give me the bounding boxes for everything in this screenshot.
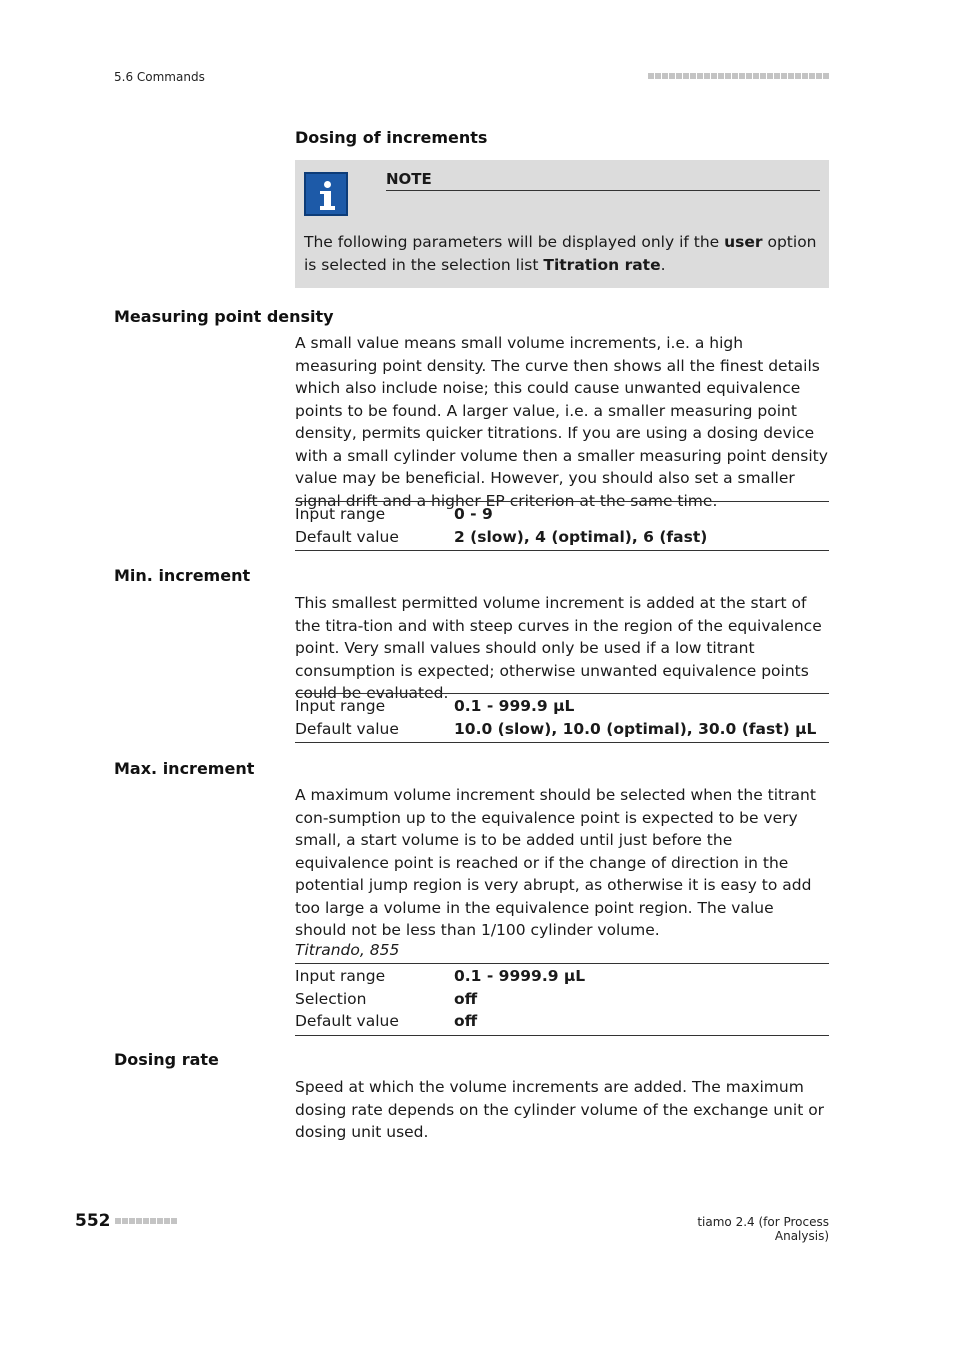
- heading-measuring-point-density: Measuring point density: [114, 307, 334, 326]
- param-table-max-increment: [295, 963, 829, 1036]
- page-title: Dosing of increments: [295, 128, 488, 147]
- paragraph-measuring-point-density: A small value means small volume increments, i.e. a high measuring point density. The curve then shows all the finest details which also include noise; this could cause unwanted equivalence points to be found. A larger value, i.e. a smaller measuring point density, permits quicker titrations. If you are using a dosing device with a small cylinder volume then a smaller measuring point density value may be beneficial. However, you should also set a smaller signal drift and a higher EP criterion at the same time.: [295, 334, 828, 510]
- paragraph-min-increment: This smallest permitted volume increment is added at the start of the titra-tion and with steep curves in the region of the equivalence point. Very small values should only be used if a low titrant consumption is expected; otherwise unwanted equivalence points could be evaluated.: [295, 594, 822, 702]
- device-label: Titrando, 855: [295, 941, 400, 959]
- param-value: 10.0 (slow), 10.0 (optimal), 30.0 (fast) µL: [454, 719, 817, 738]
- heading-min-increment: Min. increment: [114, 566, 251, 585]
- param-label: Input range: [295, 967, 386, 985]
- note-box: [295, 160, 829, 288]
- param-value: off: [454, 1012, 478, 1030]
- param-row: [295, 965, 829, 988]
- param-value: 0 - 9: [454, 505, 493, 523]
- note-heading: NOTE: [386, 170, 820, 191]
- param-label: Input range: [295, 505, 386, 523]
- param-value: 0.1 - 999.9 µL: [454, 697, 575, 715]
- footer-product: tiamo 2.4 (for Process Analysis): [697, 1215, 829, 1243]
- param-row: [295, 988, 829, 1011]
- heading-dosing-rate: Dosing rate: [114, 1050, 219, 1069]
- info-icon: [304, 172, 348, 216]
- page-number: 552: [75, 1211, 111, 1231]
- param-label: Input range: [295, 697, 386, 715]
- param-value: 0.1 - 9999.9 µL: [454, 967, 586, 985]
- param-row: [295, 503, 829, 526]
- param-table-min-increment: [295, 693, 829, 743]
- paragraph-dosing-rate: Speed at which the volume increments are added. The maximum dosing rate depends on the cylinder volume of the exchange unit or dosing unit used.: [295, 1078, 825, 1141]
- param-label: Default value: [295, 1012, 399, 1030]
- note-text: The following parameters will be displayed only if the user option is selected in the selection list Titration rate.: [304, 233, 817, 274]
- footer-decoration: [115, 1218, 177, 1224]
- param-row: [295, 718, 829, 741]
- param-label: Default value: [295, 719, 399, 738]
- param-table-measuring-point-density: [295, 501, 829, 551]
- param-value: 2 (slow), 4 (optimal), 6 (fast): [454, 527, 708, 546]
- param-label: Selection: [295, 989, 367, 1008]
- param-label: Default value: [295, 527, 399, 546]
- param-row: [295, 695, 829, 718]
- heading-max-increment: Max. increment: [114, 759, 255, 778]
- param-row: [295, 526, 829, 549]
- param-row: [295, 1010, 829, 1033]
- running-header-section: 5.6 Commands: [114, 70, 205, 84]
- paragraph-max-increment: A maximum volume increment should be selected when the titrant con-sumption up to the equivalence point is expected to be very small, a start volume is to be added until just before the equivalence point is reached or if the change of direction in the potential jump region is very abrupt, as otherwise it is easy to add too large a volume in the equivalence point region. The value should not be less than 1/100 cylinder volume.: [295, 786, 816, 939]
- param-value: off: [454, 989, 478, 1008]
- header-decoration: [648, 73, 829, 79]
